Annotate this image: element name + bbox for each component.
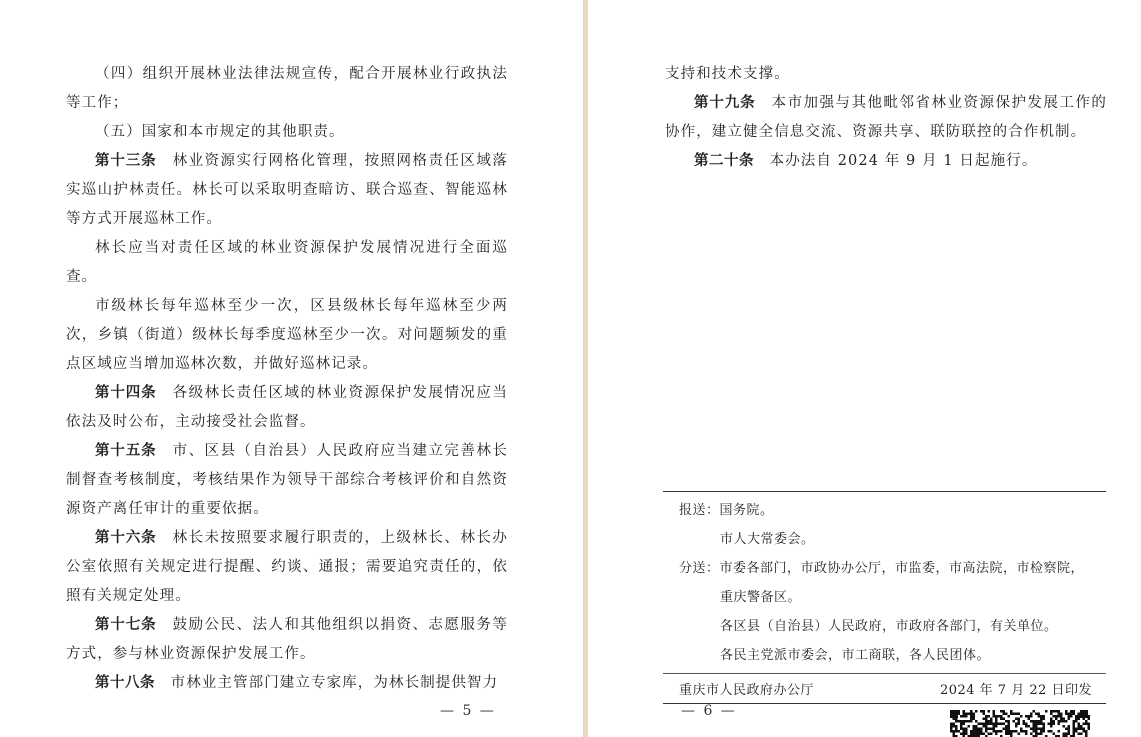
article-13-heading: 第十三条: [95, 153, 157, 169]
article-16: 第十六条 林长未按照要求履行职责的，上级林长、林长办公室依照有关规定进行提醒、约谈、通报；需要追究责任的，依照有关规定处理。: [66, 530, 509, 604]
left-page-body: [66, 60, 508, 698]
article-13-para-2: 林长应当对责任区域的林业资源保护发展情况进行全面巡查。: [66, 240, 508, 285]
article-17: 第十七条 鼓励公民、法人和其他组织以捐资、志愿服务等方式，参与林业资源保护发展工作。: [66, 617, 509, 662]
copy-to-line-1: 分送：市委各部门，市政协办公厅，市监委，市高法院，市检察院，: [679, 561, 1085, 576]
barcode-image: [948, 708, 1090, 737]
paragraph-4: （四）组织开展林业法律法规宣传，配合开展林业行政执法等工作；: [66, 66, 508, 111]
article-14-heading: 第十四条: [95, 385, 157, 401]
article-20-heading: 第二十条: [694, 153, 754, 169]
article-13: 第十三条 林业资源实行网格化管理，按照网格责任区域落实巡山护林责任。林长可以采取明查暗访、联合巡查、智能巡林等方式开展巡林工作。: [66, 153, 509, 227]
copy-to-line-4: 各民主党派市委会，市工商联，各人民团体。: [720, 648, 991, 663]
page-number-6: — 6 —: [681, 703, 737, 719]
paragraph-5: （五）国家和本市规定的其他职责。: [95, 124, 345, 140]
right-page: [588, 0, 1141, 737]
article-15: 第十五条 市、区县（自治县）人民政府应当建立完善林长制督查考核制度，考核结果作为领导干部综合考核评价和自然资源资产离任审计的重要依据。: [66, 443, 509, 517]
issue-date: 2024 年 7 月 22 日印发: [939, 683, 1092, 698]
article-18-heading: 第十八条: [95, 675, 155, 691]
copy-to-line-2: 重庆警备区。: [720, 590, 802, 605]
article-18-continuation: 支持和技术支撑。: [665, 66, 790, 82]
report-to-line-1: 报送：国务院。: [679, 503, 774, 518]
article-16-heading: 第十六条: [95, 530, 157, 546]
article-17-heading: 第十七条: [95, 617, 157, 633]
distribution-block: [663, 491, 1106, 704]
article-19-heading: 第十九条: [694, 95, 756, 111]
article-14: 第十四条 各级林长责任区域的林业资源保护发展情况应当依法及时公布，主动接受社会监督。: [66, 385, 509, 430]
article-13-para-3: 市级林长每年巡林至少一次，区县级林长每年巡林至少两次，乡镇（街道）级林长每季度巡林至少一次。对问题频发的重点区域应当增加巡林次数，并做好巡林记录。: [66, 298, 508, 372]
article-18: 第十八条 市林业主管部门建立专家库，为林长制提供智力: [95, 675, 499, 691]
article-20: 第二十条 本办法自 2024 年 9 月 1 日起施行。: [694, 153, 1038, 169]
barcode-graphic: [948, 708, 1090, 737]
copy-to-line-3: 各区县（自治县）人民政府，市政府各部门，有关单位。: [720, 619, 1058, 634]
right-page-body: [665, 60, 1107, 176]
report-to-line-2: 市人大常委会。: [720, 532, 815, 547]
page-number-5: — 5 —: [440, 703, 496, 719]
article-19: 第十九条 本市加强与其他毗邻省林业资源保护发展工作的协作，建立健全信息交流、资源共享、联防联控的合作机制。: [665, 95, 1108, 140]
article-15-heading: 第十五条: [95, 443, 157, 459]
issuer: 重庆市人民政府办公厅: [679, 683, 815, 698]
issuance-line: [663, 674, 1106, 703]
